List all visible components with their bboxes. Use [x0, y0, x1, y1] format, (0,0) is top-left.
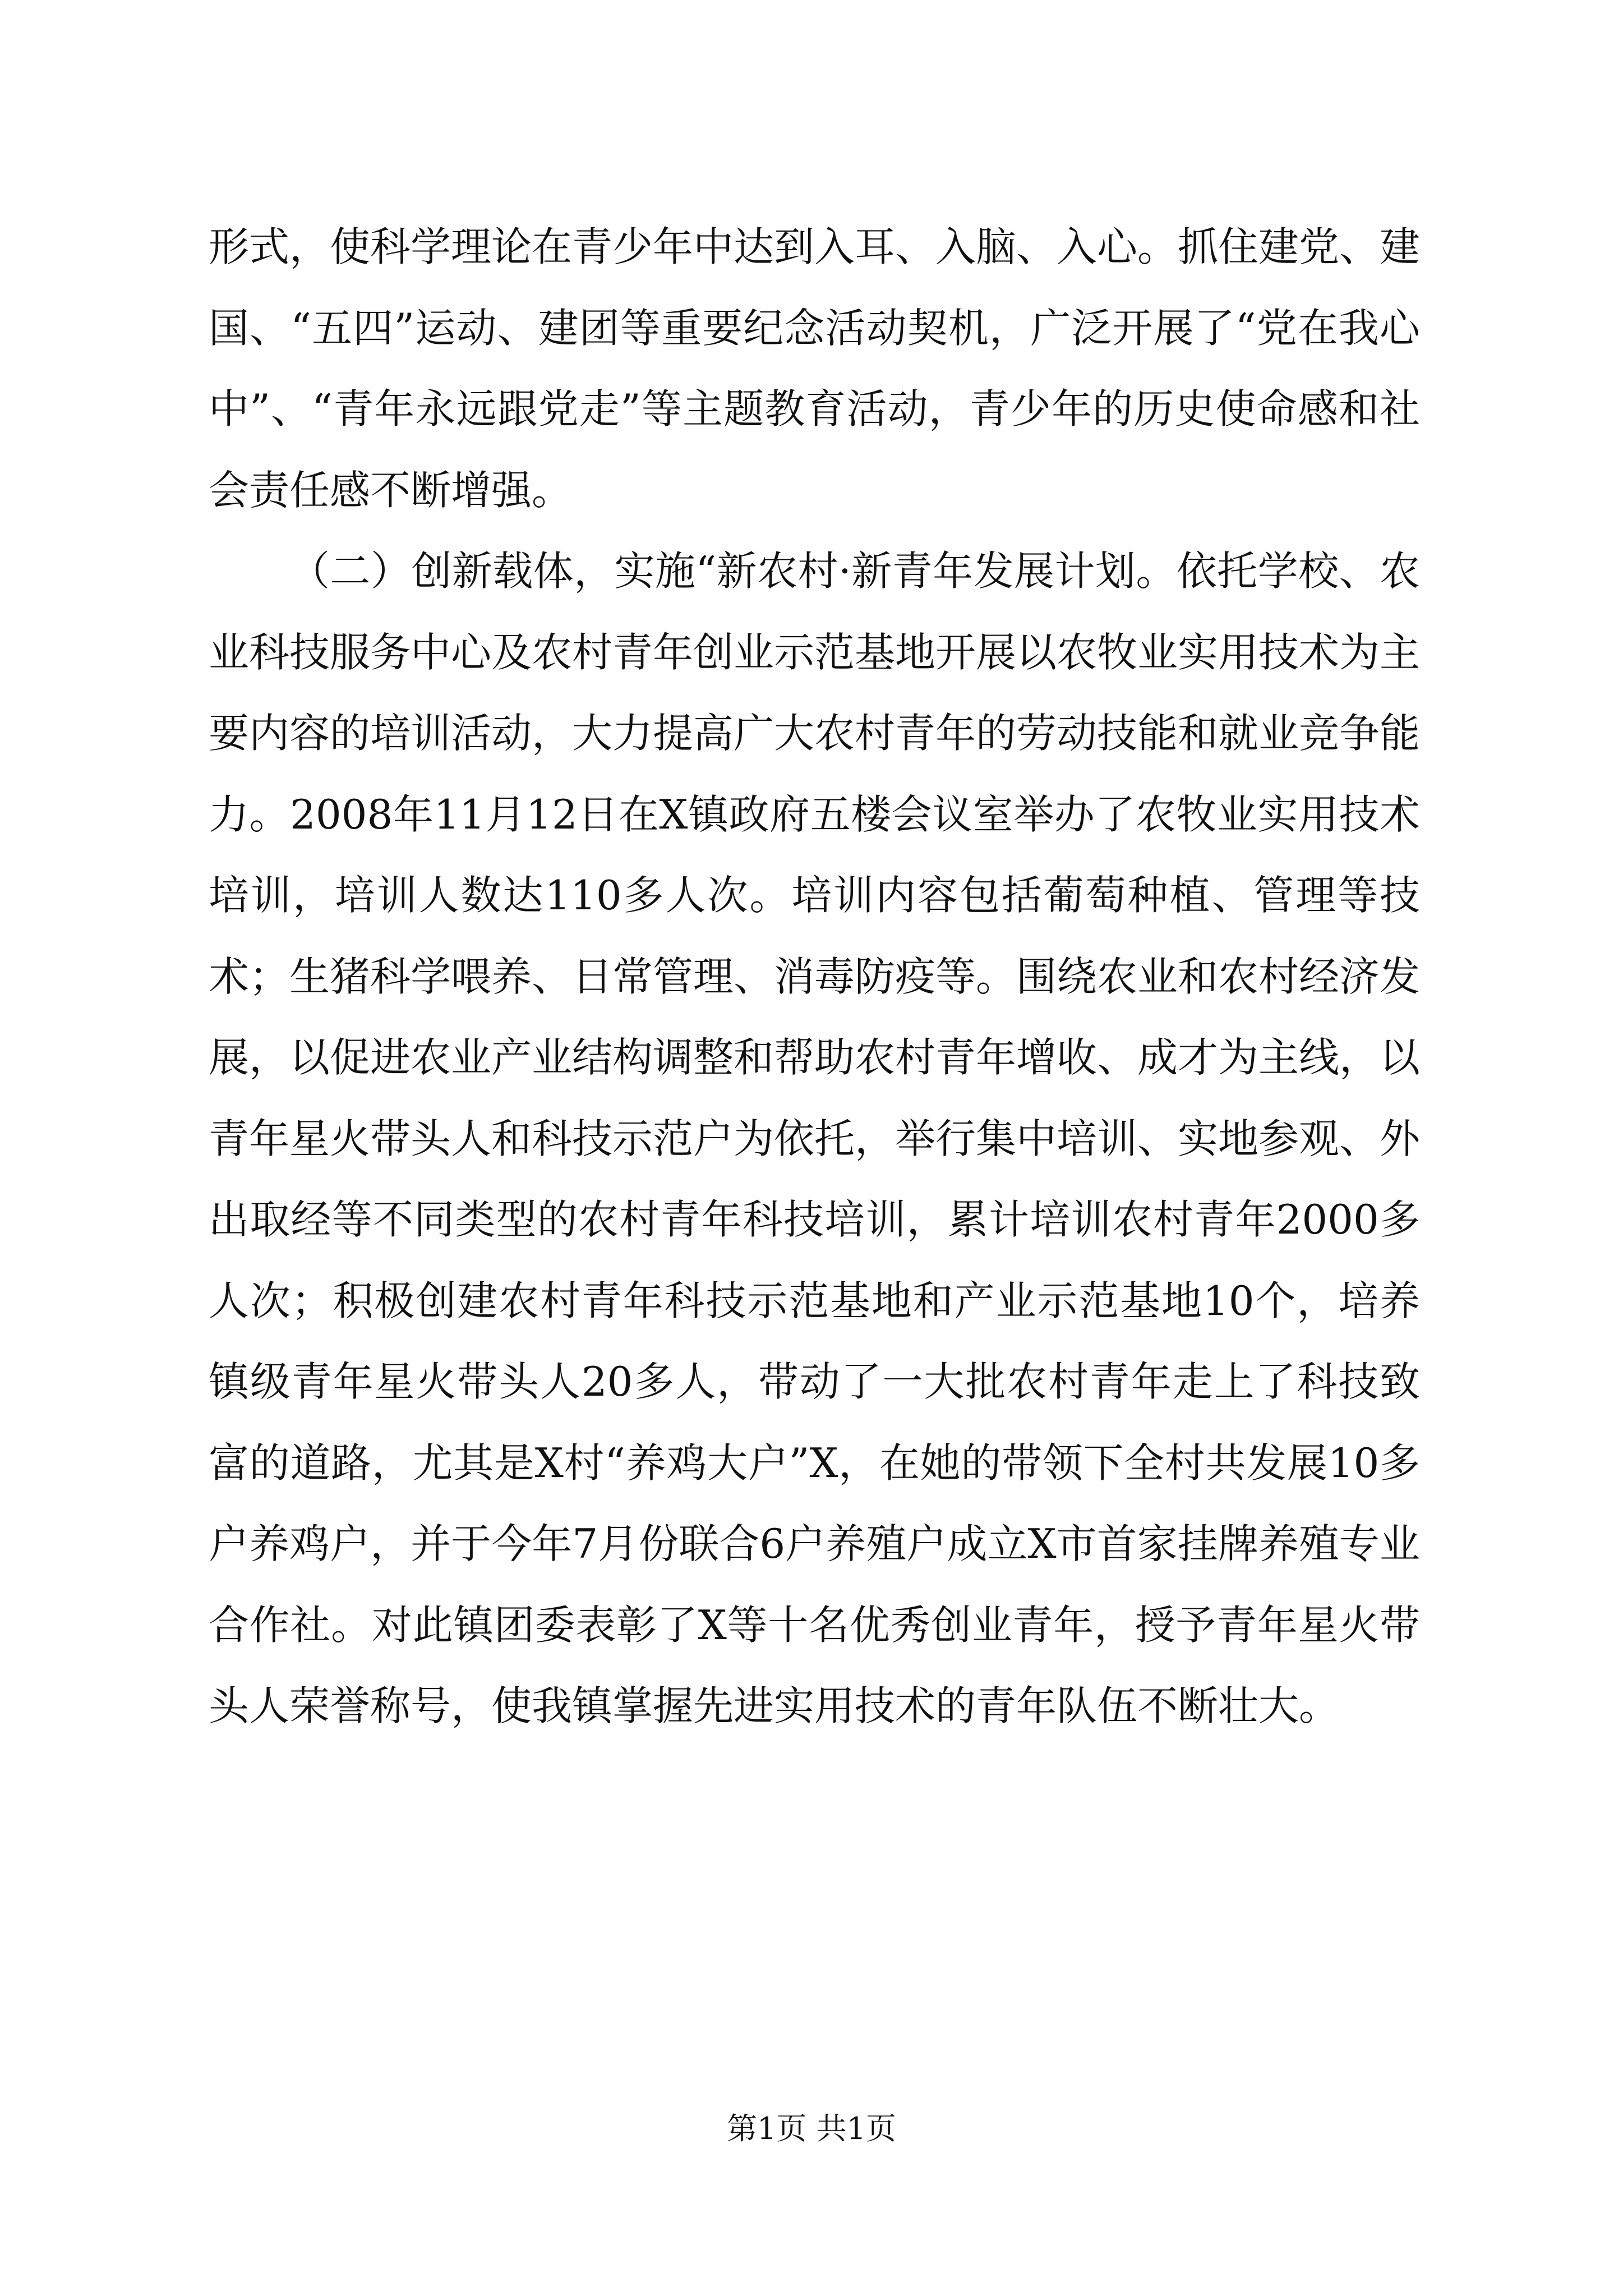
document-body — [209, 206, 1420, 1747]
page-number-footer: 第1页 共1页 — [727, 2111, 896, 2146]
paragraph-continued: 形式，使科学理论在青少年中达到入耳、入脑、入心。抓住建党、建国、“五四”运动、建团等重要纪念活动契机，广泛开展了“党在我心中”、“青年永远跟党走”等主题教育活动，青少年的历史使命感和社会责任感不断增强。 — [209, 223, 1421, 514]
paragraph-section-two: （二）创新载体，实施“新农村·新青年发展计划。依托学校、农业科技服务中心及农村青年创业示范基地开展以农牧业实用技术为主要内容的培训活动，大力提高广大农村青年的劳动技能和就业竞争能力。2008年11月12日在X镇政府五楼会议室举办了农牧业实用技术培训，培训人数达110多人次。培训内容包括葡萄种植、管理等技术；生猪科学喂养、日常管理、消毒防疫等。围绕农业和农村经济发展，以促进农业产业结构调整和帮助农村青年增收、成才为主线，以青年星火带头人和科技示范户为依托，举行集中培训、实地参观、外出取经等不同类型的农村青年科技培训，累计培训农村青年2000多人次；积极创建农村青年科技示范基地和产业示范基地10个，培养镇级青年星火带头人20多人，带动了一大批农村青年走上了科技致富的道路，尤其是X村“养鸡大户”X，在她的带领下全村共发展10多户养鸡户，并于今年7月份联合6户养殖户成立X市首家挂牌养殖专业合作社。对此镇团委表彰了X等十名优秀创业青年，授予青年星火带头人荣誉称号，使我镇掌握先进实用技术的青年队伍不断壮大。 — [209, 547, 1421, 1729]
